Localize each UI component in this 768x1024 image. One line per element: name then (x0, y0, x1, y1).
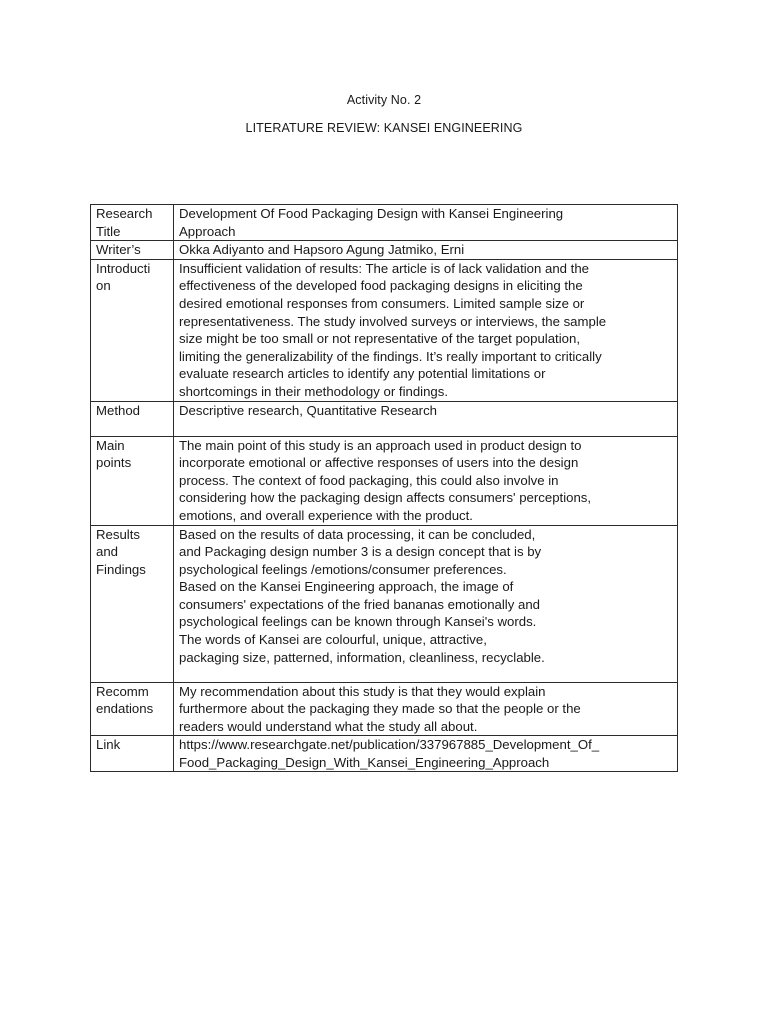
table-row (91, 205, 678, 241)
table-row (91, 401, 678, 436)
table-row (91, 241, 678, 260)
row-label-main-points: Main points (91, 436, 174, 525)
literature-review-table (90, 204, 678, 772)
row-label-recommendations: Recomm endations (91, 682, 174, 736)
row-label-results-findings: Results and Findings (91, 525, 174, 682)
row-label-introduction: Introducti on (91, 259, 174, 401)
table-row (91, 525, 678, 682)
row-value-results-findings: Based on the results of data processing, it can be concluded, and Packaging design number 3 is a design concept that is by psychological feelings /emotions/consumer preferences. Based on the Kansei Engineering approach, the image of consumers' expectations of the fried bananas emotionally and psychological feelings can be known through Kansei's words. The words of Kansei are colourful, unique, attractive, packaging size, patterned, information, cleanliness, recyclable. (174, 525, 678, 682)
table-row (91, 682, 678, 736)
row-value-research-title: Development Of Food Packaging Design with Kansei Engineering Approach (174, 205, 678, 241)
row-label-writers: Writer’s (91, 241, 174, 260)
document-title: LITERATURE REVIEW: KANSEI ENGINEERING (245, 121, 523, 135)
table-row (91, 436, 678, 525)
row-label-link: Link (91, 736, 174, 772)
row-label-method: Method (91, 401, 174, 436)
row-label-research-title: Research Title (91, 205, 174, 241)
activity-number: Activity No. 2 (346, 93, 422, 107)
row-value-writers: Okka Adiyanto and Hapsoro Agung Jatmiko, Erni (174, 241, 678, 260)
row-value-recommendations: My recommendation about this study is that they would explain furthermore about the packaging they made so that the people or the readers would understand what the study all about. (174, 682, 678, 736)
row-value-main-points: The main point of this study is an approach used in product design to incorporate emotional or affective responses of users into the design process. The context of food packaging, this could also involve in considering how the packaging design affects consumers' perceptions, emotions, and overall experience with the product. (174, 436, 678, 525)
row-value-link[interactable]: https://www.researchgate.net/publication/337967885_Development_Of_ Food_Packaging_Design_With_Kansei_Engineering_Approach (174, 736, 678, 772)
row-value-method: Descriptive research, Quantitative Research (174, 401, 678, 436)
table-row (91, 736, 678, 772)
table-row (91, 259, 678, 401)
row-value-introduction: Insufficient validation of results: The article is of lack validation and the effectiveness of the developed food packaging designs in eliciting the desired emotional responses from consumers. Limited sample size or representativeness. The study involved surveys or interviews, the sample size might be too small or not representative of the target population, limiting the generalizability of the findings. It’s really important to critically evaluate research articles to identify any potential limitations or shortcomings in their methodology or findings. (174, 259, 678, 401)
